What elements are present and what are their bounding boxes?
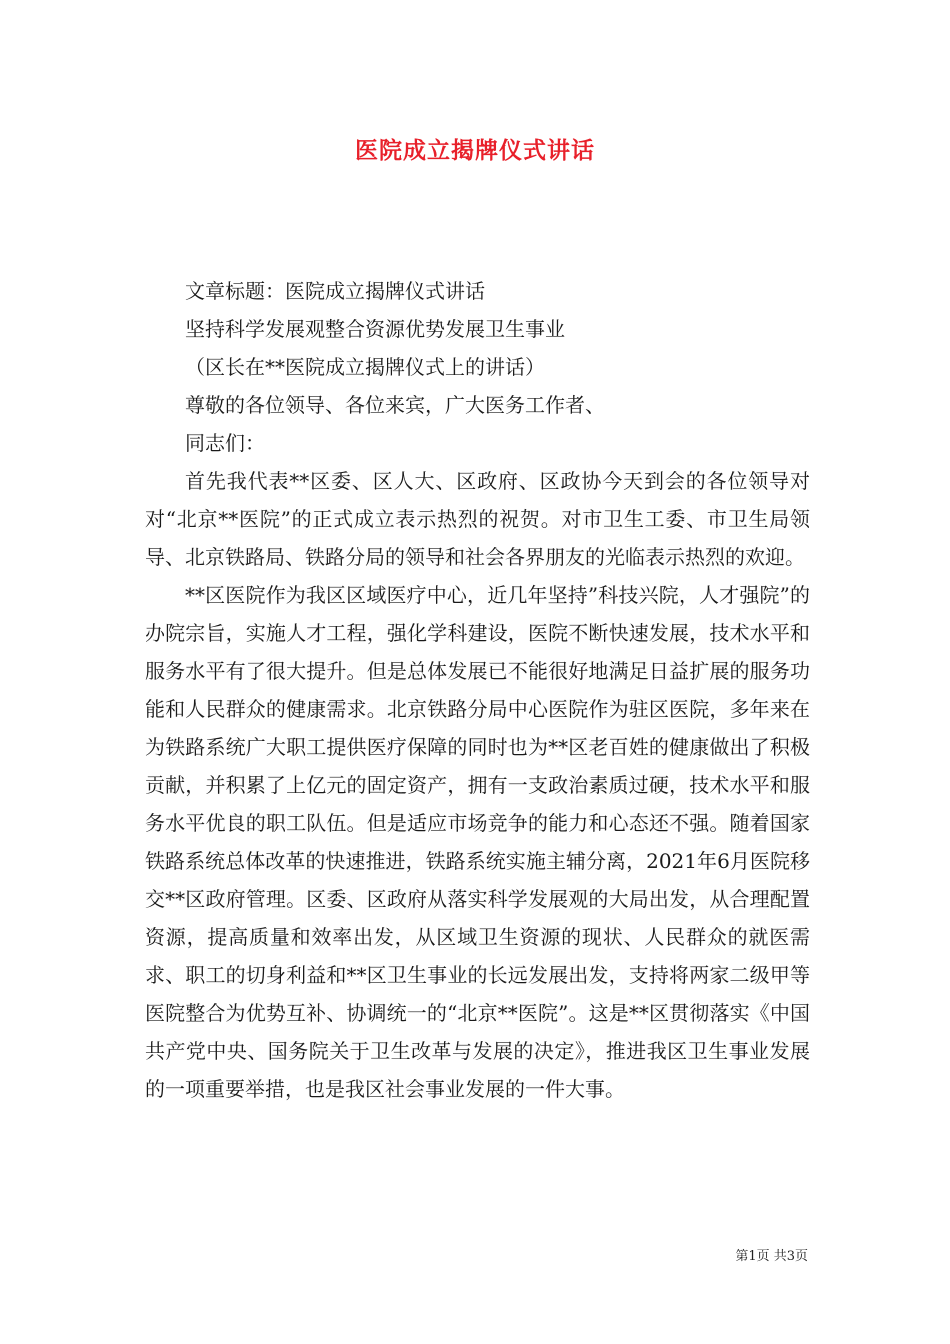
document-body xyxy=(145,272,810,1108)
paragraph-speaker-note: （区长在**医院成立揭牌仪式上的讲话） xyxy=(185,355,545,379)
page-number: 第1页 共3页 xyxy=(735,1249,808,1264)
paragraph-salutation-end: 同志们： xyxy=(185,431,265,455)
paragraph-body-1: 首先我代表**区委、区人大、区政府、区政协今天到会的各位领导对对“北京**医院”的正式成立表示热烈的祝贺。对市卫生工委、市卫生局领导、北京铁路局、铁路分局的领导和社会各界朋友的光临表示热烈的欢迎。 xyxy=(145,469,810,569)
paragraph-body-2: **区医院作为我区区域医疗中心，近几年坚持”科技兴院，人才强院”的办院宗旨，实施人才工程，强化学科建设，医院不断快速发展，技术水平和服务水平有了很大提升。但是总体发展已不能很好地满足日益扩展的服务功能和人民群众的健康需求。北京铁路分局中心医院作为驻区医院，多年来在为铁路系统广大职工提供医疗保障的同时也为**区老百姓的健康做出了积极贡献，并积累了上亿元的固定资产，拥有一支政治素质过硬，技术水平和服务水平优良的职工队伍。但是适应市场竞争的能力和心态还不强。随着国家铁路系统总体改革的快速推进，铁路系统实施主辅分离，2021年6月医院移交**区政府管理。区委、区政府从落实科学发展观的大局出发，从合理配置资源，提高质量和效率出发，从区域卫生资源的现状、人民群众的就医需求、职工的切身利益和**区卫生事业的长远发展出发，支持将两家二级甲等医院整合为优势互补、协调统一的“北京**医院”。这是**区贯彻落实《中国共产党中央、国务院关于卫生改革与发展的决定》，推进我区卫生事业发展的一项重要举措，也是我区社会事业发展的一件大事。 xyxy=(145,583,810,1101)
paragraph-salutation: 尊敬的各位领导、各位来宾，广大医务工作者、 xyxy=(185,393,605,417)
paragraph-subtitle: 坚持科学发展观整合资源优势发展卫生事业 xyxy=(185,317,565,341)
document-title: 医院成立揭牌仪式讲话 xyxy=(355,137,595,164)
paragraph-article-title: 文章标题：医院成立揭牌仪式讲话 xyxy=(185,279,485,303)
